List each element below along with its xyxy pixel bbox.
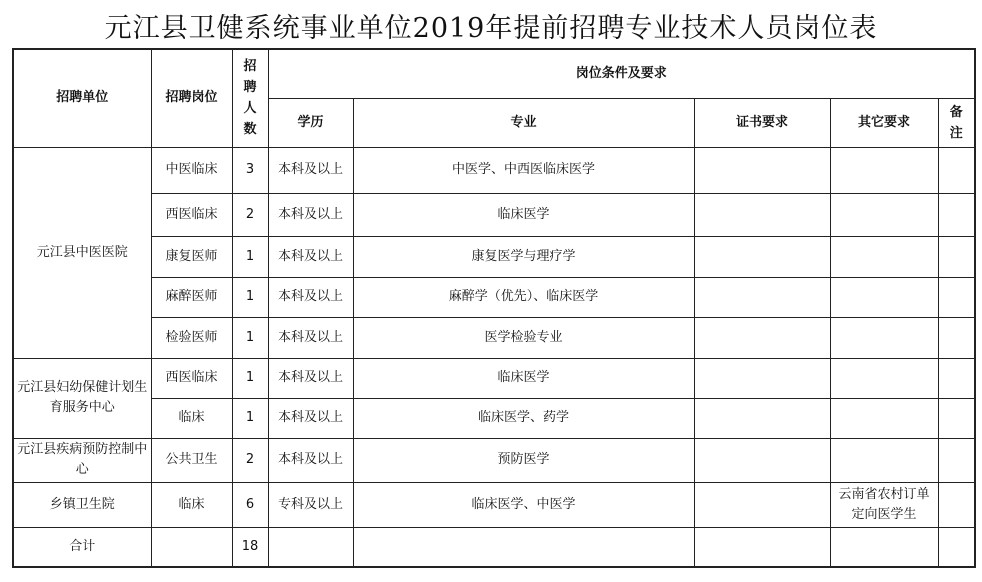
cell-count: 3	[232, 147, 268, 193]
header-certificate: 证书要求	[694, 98, 830, 147]
unit-name: 元江县中医医院	[13, 147, 151, 358]
cell-education: 本科及以上	[268, 147, 353, 193]
empty-cell	[268, 527, 353, 567]
cell-position: 西医临床	[151, 358, 232, 398]
cell-count: 6	[232, 482, 268, 527]
cell-major: 麻醉学（优先）、临床医学	[353, 277, 694, 317]
cell-position: 西医临床	[151, 193, 232, 236]
header-position: 招聘岗位	[151, 49, 232, 147]
cell-education: 本科及以上	[268, 317, 353, 358]
cell-count: 1	[232, 236, 268, 277]
cell-certificate	[694, 482, 830, 527]
header-remark	[938, 98, 975, 147]
header-other: 其它要求	[830, 98, 938, 147]
header-major: 专业	[353, 98, 694, 147]
cell-position: 麻醉医师	[151, 277, 232, 317]
cell-remark	[938, 147, 975, 193]
table-row	[13, 147, 975, 193]
unit-name: 元江县疾病预防控制中心	[13, 438, 151, 482]
unit-name: 元江县妇幼保健计划生育服务中心	[13, 358, 151, 438]
cell-certificate	[694, 398, 830, 438]
cell-education: 专科及以上	[268, 482, 353, 527]
cell-major: 医学检验专业	[353, 317, 694, 358]
cell-other	[830, 193, 938, 236]
cell-count: 2	[232, 193, 268, 236]
cell-position: 检验医师	[151, 317, 232, 358]
cell-count: 1	[232, 277, 268, 317]
header-unit: 招聘单位	[13, 49, 151, 147]
cell-position: 临床	[151, 398, 232, 438]
cell-certificate	[694, 193, 830, 236]
page-title: 元江县卫健系统事业单位2019年提前招聘专业技术人员岗位表	[104, 13, 878, 44]
cell-other	[830, 147, 938, 193]
cell-education: 本科及以上	[268, 277, 353, 317]
header-count	[232, 49, 268, 147]
cell-position: 康复医师	[151, 236, 232, 277]
cell-position: 公共卫生	[151, 438, 232, 482]
table-row	[13, 277, 975, 317]
total-position	[151, 527, 232, 567]
cell-education: 本科及以上	[268, 438, 353, 482]
cell-other	[830, 317, 938, 358]
cell-remark	[938, 193, 975, 236]
cell-remark	[938, 317, 975, 358]
cell-remark	[938, 236, 975, 277]
cell-major: 临床医学	[353, 193, 694, 236]
cell-other: 云南省农村订单定向医学生	[830, 482, 938, 527]
cell-remark	[938, 358, 975, 398]
cell-certificate	[694, 236, 830, 277]
recruitment-table	[12, 48, 976, 568]
table-row	[13, 438, 975, 482]
cell-remark	[938, 438, 975, 482]
total-label: 合计	[13, 527, 151, 567]
cell-major: 预防医学	[353, 438, 694, 482]
cell-count: 1	[232, 317, 268, 358]
cell-count: 2	[232, 438, 268, 482]
table-row	[13, 482, 975, 527]
cell-other	[830, 277, 938, 317]
header-count-text: 招聘人数	[243, 59, 257, 138]
empty-cell	[353, 527, 694, 567]
cell-education: 本科及以上	[268, 236, 353, 277]
cell-education: 本科及以上	[268, 398, 353, 438]
cell-other	[830, 398, 938, 438]
cell-major: 中医学、中西医临床医学	[353, 147, 694, 193]
cell-count: 1	[232, 358, 268, 398]
header-remark-text: 备注	[949, 104, 963, 141]
empty-cell	[830, 527, 938, 567]
cell-other	[830, 236, 938, 277]
cell-count: 1	[232, 398, 268, 438]
table-row	[13, 193, 975, 236]
cell-other	[830, 438, 938, 482]
cell-education: 本科及以上	[268, 193, 353, 236]
table-row	[13, 236, 975, 277]
cell-certificate	[694, 317, 830, 358]
table-row	[13, 398, 975, 438]
cell-position: 中医临床	[151, 147, 232, 193]
cell-certificate	[694, 277, 830, 317]
cell-certificate	[694, 147, 830, 193]
cell-certificate	[694, 358, 830, 398]
cell-remark	[938, 398, 975, 438]
cell-position: 临床	[151, 482, 232, 527]
cell-major: 临床医学、药学	[353, 398, 694, 438]
cell-major: 临床医学、中医学	[353, 482, 694, 527]
empty-cell	[938, 527, 975, 567]
cell-certificate	[694, 438, 830, 482]
total-row	[13, 527, 975, 567]
empty-cell	[694, 527, 830, 567]
cell-major: 临床医学	[353, 358, 694, 398]
cell-remark	[938, 482, 975, 527]
table-row	[13, 317, 975, 358]
header-education: 学历	[268, 98, 353, 147]
cell-education: 本科及以上	[268, 358, 353, 398]
total-count: 18	[232, 527, 268, 567]
unit-name: 乡镇卫生院	[13, 482, 151, 527]
table-row	[13, 358, 975, 398]
cell-major: 康复医学与理疗学	[353, 236, 694, 277]
cell-other	[830, 358, 938, 398]
cell-remark	[938, 277, 975, 317]
header-conditions: 岗位条件及要求	[268, 49, 975, 98]
